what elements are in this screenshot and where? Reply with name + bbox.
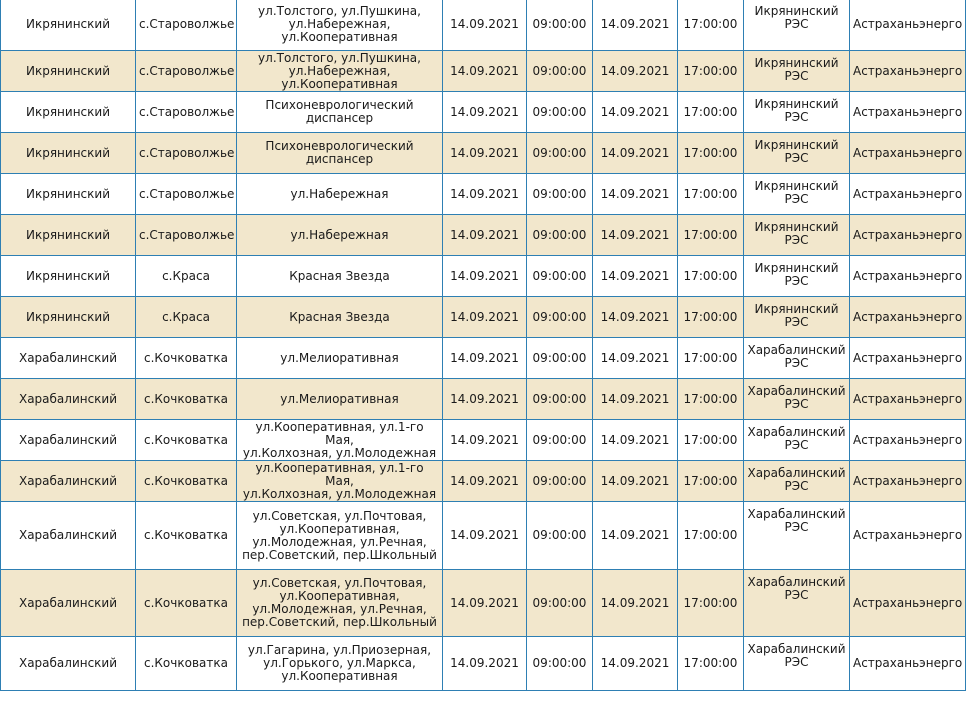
end-time-cell: 17:00:00: [678, 256, 744, 297]
table-row: [1, 0, 966, 51]
end-time-cell: 17:00:00: [678, 570, 744, 637]
start-date-cell: 14.09.2021: [443, 51, 527, 92]
streets-cell-line: ул.Набережная,: [288, 17, 391, 31]
district-cell: Икрянинский: [1, 0, 136, 51]
table-row: [1, 338, 966, 379]
streets-cell-line: ул.Кооперативная,: [279, 589, 400, 603]
start-time-cell: 09:00:00: [527, 637, 593, 691]
end-date-cell: 14.09.2021: [593, 570, 678, 637]
company-cell: Астраханьэнерго: [850, 215, 966, 256]
res-cell-line: Харабалинский: [747, 343, 846, 357]
table-row: [1, 420, 966, 461]
streets-cell: [237, 502, 443, 570]
streets-cell: [237, 133, 443, 174]
streets-cell-line: ул.Кооперативная: [281, 669, 398, 683]
end-time-cell: 17:00:00: [678, 215, 744, 256]
district-cell: Харабалинский: [1, 338, 136, 379]
streets-cell-line: диспансер: [305, 152, 374, 166]
district-cell: Икрянинский: [1, 133, 136, 174]
res-cell-line: Икрянинский: [754, 4, 839, 18]
company-cell: Астраханьэнерго: [850, 461, 966, 502]
streets-cell-line: ул.Кооперативная, ул.1-го Мая,: [255, 419, 424, 447]
res-cell-line: Харабалинский: [747, 384, 846, 398]
res-cell: [744, 92, 850, 133]
start-date-cell: 14.09.2021: [443, 92, 527, 133]
start-date-cell: 14.09.2021: [443, 461, 527, 502]
streets-cell-line: диспансер: [305, 111, 374, 125]
res-cell: [744, 256, 850, 297]
res-cell-line: РЭС: [784, 69, 809, 83]
outage-table-body: [1, 0, 966, 691]
end-date-cell: 14.09.2021: [593, 0, 678, 51]
streets-cell-line: пер.Советский, пер.Школьный: [242, 547, 437, 562]
res-cell: [744, 0, 850, 51]
table-row: [1, 570, 966, 637]
start-time-cell: 09:00:00: [527, 174, 593, 215]
streets-cell-line: ул.Набережная,: [288, 63, 391, 78]
res-cell-line: Икрянинский: [754, 56, 839, 70]
streets-cell-line: Красная Звезда: [289, 309, 390, 324]
locality-cell: с.Староволжье: [136, 133, 237, 174]
res-cell-line: РЭС: [784, 192, 809, 206]
end-date-cell: 14.09.2021: [593, 51, 678, 92]
streets-cell: [237, 0, 443, 51]
district-cell: Икрянинский: [1, 51, 136, 92]
end-time-cell: 17:00:00: [678, 379, 744, 420]
streets-cell-line: ул.Толстого, ул.Пушкина,: [258, 4, 421, 18]
start-time-cell: 09:00:00: [527, 0, 593, 51]
start-time-cell: 09:00:00: [527, 256, 593, 297]
end-time-cell: 17:00:00: [678, 461, 744, 502]
res-cell-line: Харабалинский: [747, 575, 846, 589]
res-cell-line: РЭС: [784, 110, 809, 124]
district-cell: Харабалинский: [1, 379, 136, 420]
start-time-cell: 09:00:00: [527, 215, 593, 256]
start-date-cell: 14.09.2021: [443, 637, 527, 691]
table-row: [1, 51, 966, 92]
start-time-cell: 09:00:00: [527, 338, 593, 379]
locality-cell: с.Староволжье: [136, 174, 237, 215]
start-date-cell: 14.09.2021: [443, 133, 527, 174]
streets-cell-line: Психоневрологический: [265, 139, 414, 153]
start-date-cell: 14.09.2021: [443, 297, 527, 338]
table-row: [1, 637, 966, 691]
res-cell-line: РЭС: [784, 438, 809, 452]
start-time-cell: 09:00:00: [527, 379, 593, 420]
end-date-cell: 14.09.2021: [593, 637, 678, 691]
company-cell: Астраханьэнерго: [850, 92, 966, 133]
streets-cell-line: ул.Колхозная, ул.Молодежная: [242, 445, 437, 460]
start-date-cell: 14.09.2021: [443, 420, 527, 461]
end-time-cell: 17:00:00: [678, 338, 744, 379]
streets-cell-line: ул.Кооперативная,: [279, 521, 400, 536]
res-cell-line: Икрянинский: [754, 97, 839, 111]
streets-cell-line: ул.Набережная: [290, 227, 389, 242]
locality-cell: с.Краса: [136, 256, 237, 297]
district-cell: Харабалинский: [1, 637, 136, 691]
locality-cell: с.Кочковатка: [136, 637, 237, 691]
end-date-cell: 14.09.2021: [593, 420, 678, 461]
res-cell-line: РЭС: [784, 151, 809, 165]
res-cell: [744, 379, 850, 420]
streets-cell-line: ул.Молодежная, ул.Речная,: [252, 534, 427, 549]
streets-cell-line: ул.Колхозная, ул.Молодежная: [242, 486, 437, 501]
district-cell: Харабалинский: [1, 502, 136, 570]
start-time-cell: 09:00:00: [527, 297, 593, 338]
start-time-cell: 09:00:00: [527, 420, 593, 461]
district-cell: Икрянинский: [1, 256, 136, 297]
streets-cell: [237, 256, 443, 297]
res-cell: [744, 570, 850, 637]
res-cell-line: РЭС: [784, 315, 809, 329]
streets-cell-line: ул.Горького, ул.Маркса,: [263, 656, 416, 670]
res-cell-line: РЭС: [784, 520, 809, 534]
company-cell: Астраханьэнерго: [850, 338, 966, 379]
locality-cell: с.Староволжье: [136, 215, 237, 256]
start-time-cell: 09:00:00: [527, 133, 593, 174]
end-time-cell: 17:00:00: [678, 0, 744, 51]
streets-cell-line: ул.Толстого, ул.Пушкина,: [258, 50, 421, 65]
end-time-cell: 17:00:00: [678, 297, 744, 338]
table-row: [1, 215, 966, 256]
table-row: [1, 92, 966, 133]
district-cell: Икрянинский: [1, 174, 136, 215]
streets-cell: [237, 297, 443, 338]
res-cell: [744, 338, 850, 379]
table-row: [1, 256, 966, 297]
company-cell: Астраханьэнерго: [850, 297, 966, 338]
streets-cell-line: ул.Кооперативная, ул.1-го Мая,: [255, 460, 424, 488]
streets-cell: [237, 174, 443, 215]
table-row: [1, 379, 966, 420]
streets-cell-line: ул.Мелиоративная: [280, 350, 399, 365]
district-cell: Харабалинский: [1, 461, 136, 502]
end-time-cell: 17:00:00: [678, 174, 744, 215]
res-cell-line: РЭС: [784, 17, 809, 31]
company-cell: Астраханьэнерго: [850, 256, 966, 297]
end-date-cell: 14.09.2021: [593, 502, 678, 570]
district-cell: Икрянинский: [1, 215, 136, 256]
start-date-cell: 14.09.2021: [443, 256, 527, 297]
district-cell: Икрянинский: [1, 297, 136, 338]
streets-cell-line: ул.Гагарина, ул.Приозерная,: [247, 643, 432, 657]
end-time-cell: 17:00:00: [678, 51, 744, 92]
start-date-cell: 14.09.2021: [443, 174, 527, 215]
streets-cell-line: ул.Молодежная, ул.Речная,: [252, 602, 427, 616]
start-date-cell: 14.09.2021: [443, 0, 527, 51]
res-cell-line: Икрянинский: [754, 261, 839, 275]
locality-cell: с.Кочковатка: [136, 338, 237, 379]
company-cell: Астраханьэнерго: [850, 379, 966, 420]
locality-cell: с.Кочковатка: [136, 420, 237, 461]
res-cell: [744, 461, 850, 502]
streets-cell-line: Красная Звезда: [289, 268, 390, 283]
streets-cell-line: пер.Советский, пер.Школьный: [242, 615, 437, 629]
start-time-cell: 09:00:00: [527, 461, 593, 502]
res-cell-line: РЭС: [784, 588, 809, 602]
streets-cell: [237, 637, 443, 691]
table-row: [1, 461, 966, 502]
table-row: [1, 502, 966, 570]
end-date-cell: 14.09.2021: [593, 379, 678, 420]
res-cell-line: Икрянинский: [754, 179, 839, 193]
locality-cell: с.Кочковатка: [136, 502, 237, 570]
res-cell-line: РЭС: [784, 397, 809, 411]
res-cell-line: РЭС: [784, 655, 809, 669]
streets-cell-line: Психоневрологический: [265, 98, 414, 112]
streets-cell-line: ул.Советская, ул.Почтовая,: [252, 576, 427, 590]
district-cell: Икрянинский: [1, 92, 136, 133]
end-date-cell: 14.09.2021: [593, 215, 678, 256]
district-cell: Харабалинский: [1, 570, 136, 637]
end-date-cell: 14.09.2021: [593, 256, 678, 297]
streets-cell-line: ул.Советская, ул.Почтовая,: [252, 508, 427, 523]
company-cell: Астраханьэнерго: [850, 51, 966, 92]
streets-cell: [237, 379, 443, 420]
start-date-cell: 14.09.2021: [443, 215, 527, 256]
res-cell-line: Икрянинский: [754, 138, 839, 152]
res-cell-line: РЭС: [784, 479, 809, 493]
res-cell: [744, 174, 850, 215]
locality-cell: с.Кочковатка: [136, 379, 237, 420]
end-time-cell: 17:00:00: [678, 420, 744, 461]
locality-cell: с.Староволжье: [136, 92, 237, 133]
company-cell: Астраханьэнерго: [850, 133, 966, 174]
res-cell: [744, 637, 850, 691]
res-cell-line: РЭС: [784, 274, 809, 288]
end-date-cell: 14.09.2021: [593, 174, 678, 215]
res-cell: [744, 420, 850, 461]
start-time-cell: 09:00:00: [527, 92, 593, 133]
table-row: [1, 133, 966, 174]
res-cell: [744, 297, 850, 338]
res-cell-line: Харабалинский: [747, 642, 846, 656]
start-date-cell: 14.09.2021: [443, 570, 527, 637]
res-cell-line: Харабалинский: [747, 425, 846, 439]
streets-cell-line: ул.Мелиоративная: [280, 391, 399, 406]
res-cell-line: РЭС: [784, 233, 809, 247]
start-date-cell: 14.09.2021: [443, 502, 527, 570]
res-cell: [744, 51, 850, 92]
company-cell: Астраханьэнерго: [850, 637, 966, 691]
res-cell-line: РЭС: [784, 356, 809, 370]
streets-cell: [237, 461, 443, 502]
streets-cell: [237, 92, 443, 133]
locality-cell: с.Староволжье: [136, 0, 237, 51]
res-cell: [744, 502, 850, 570]
company-cell: Астраханьэнерго: [850, 420, 966, 461]
streets-cell-line: ул.Кооперативная: [281, 76, 398, 91]
end-time-cell: 17:00:00: [678, 92, 744, 133]
res-cell-line: Икрянинский: [754, 220, 839, 234]
start-date-cell: 14.09.2021: [443, 338, 527, 379]
streets-cell: [237, 420, 443, 461]
streets-cell: [237, 51, 443, 92]
start-date-cell: 14.09.2021: [443, 379, 527, 420]
locality-cell: с.Краса: [136, 297, 237, 338]
locality-cell: с.Кочковатка: [136, 461, 237, 502]
company-cell: Астраханьэнерго: [850, 174, 966, 215]
streets-cell-line: ул.Набережная: [290, 186, 389, 201]
end-date-cell: 14.09.2021: [593, 92, 678, 133]
district-cell: Харабалинский: [1, 420, 136, 461]
end-date-cell: 14.09.2021: [593, 297, 678, 338]
end-date-cell: 14.09.2021: [593, 338, 678, 379]
end-date-cell: 14.09.2021: [593, 133, 678, 174]
streets-cell: [237, 570, 443, 637]
res-cell-line: Харабалинский: [747, 466, 846, 480]
start-time-cell: 09:00:00: [527, 570, 593, 637]
res-cell-line: Икрянинский: [754, 302, 839, 316]
res-cell-line: Харабалинский: [747, 507, 846, 521]
company-cell: Астраханьэнерго: [850, 502, 966, 570]
locality-cell: с.Староволжье: [136, 51, 237, 92]
end-time-cell: 17:00:00: [678, 133, 744, 174]
res-cell: [744, 215, 850, 256]
locality-cell: с.Кочковатка: [136, 570, 237, 637]
end-time-cell: 17:00:00: [678, 637, 744, 691]
table-row: [1, 174, 966, 215]
streets-cell: [237, 215, 443, 256]
end-date-cell: 14.09.2021: [593, 461, 678, 502]
start-time-cell: 09:00:00: [527, 502, 593, 570]
start-time-cell: 09:00:00: [527, 51, 593, 92]
res-cell: [744, 133, 850, 174]
company-cell: Астраханьэнерго: [850, 0, 966, 51]
streets-cell: [237, 338, 443, 379]
streets-cell-line: ул.Кооперативная: [281, 30, 398, 44]
company-cell: Астраханьэнерго: [850, 570, 966, 637]
end-time-cell: 17:00:00: [678, 502, 744, 570]
table-row: [1, 297, 966, 338]
